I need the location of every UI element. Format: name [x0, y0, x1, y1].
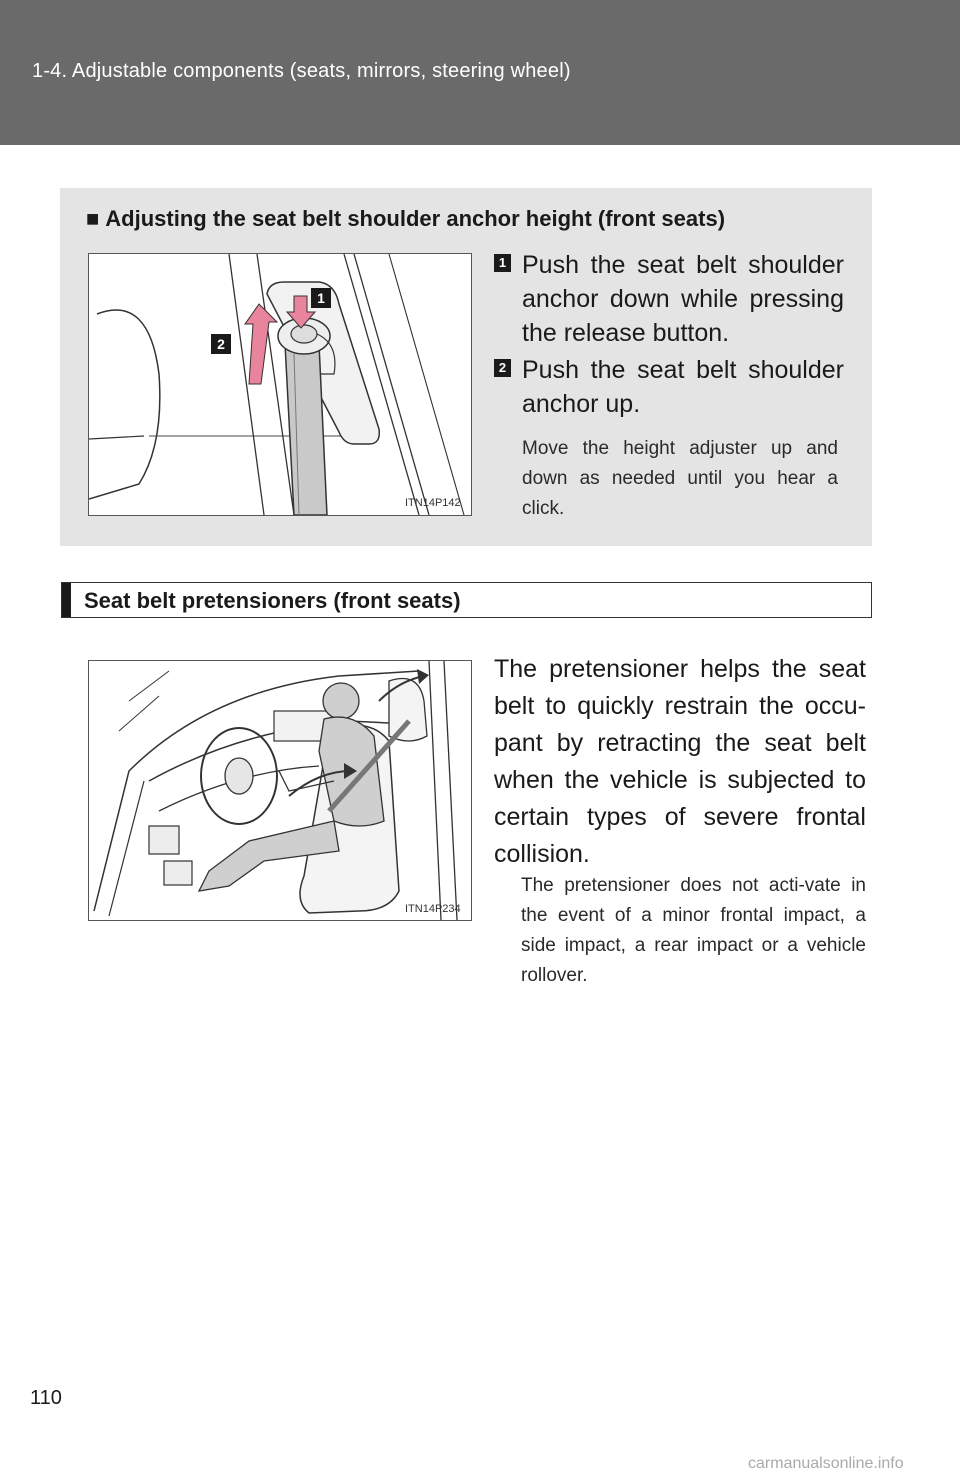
shoulder-anchor-illustration — [88, 253, 472, 516]
box-title-text: Adjusting the seat belt shoulder anchor height (front seats) — [105, 206, 726, 231]
step-1 — [494, 248, 844, 350]
section-heading — [61, 582, 872, 618]
adjuster-note: Move the height adjuster up and down as needed until you hear a click. — [522, 438, 838, 519]
square-bullet-icon: ■ — [86, 206, 100, 231]
pretensioner-illustration — [88, 660, 472, 921]
section-note: The pretensioner does not acti-vate in the event of a minor frontal impact, a side impact, a rear impact or a vehicle rollover. — [521, 875, 866, 986]
figure-code: ITN14P234 — [405, 903, 461, 915]
section-body: The pretensioner helps the seat belt to quickly restrain the occu-pant by retracting the seat belt when the vehicle is subjected to certain types of severe frontal collision. — [494, 655, 866, 868]
section-marker — [62, 583, 71, 617]
step-text: Push the seat belt shoulder anchor down while pressing the release button. — [522, 251, 844, 347]
header-title: 1-4. Adjustable components (seats, mirrors, steering wheel) — [32, 60, 571, 82]
step-number-badge: 1 — [494, 254, 511, 272]
page-number: 110 — [30, 1387, 62, 1409]
box-title — [86, 206, 725, 232]
pretensioner-drawing — [89, 661, 471, 920]
info-box — [60, 188, 872, 546]
callout-label-2: 2 — [217, 336, 225, 352]
figure-code: ITN14P142 — [405, 497, 461, 509]
watermark: carmanualsonline.info — [748, 1455, 904, 1472]
step-number-badge: 2 — [494, 359, 511, 377]
callout-label-1: 1 — [317, 290, 325, 306]
shoulder-anchor-drawing — [89, 254, 471, 515]
step-text: Push the seat belt shoulder anchor up. — [522, 356, 844, 418]
page-header — [0, 0, 960, 145]
section-title: Seat belt pretensioners (front seats) — [84, 588, 461, 613]
step-2 — [494, 353, 844, 421]
